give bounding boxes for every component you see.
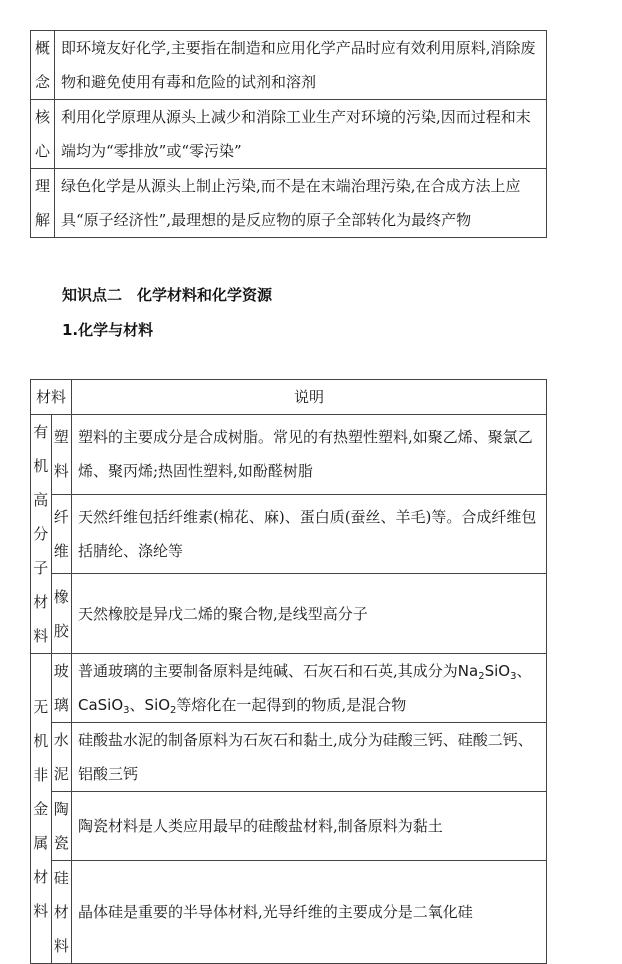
- material-name: 玻璃: [51, 654, 72, 723]
- chemical-formulas: $Na_2SiO_3$、CaSiO$_3$、SiO$_2$: [78, 662, 532, 716]
- section-subtitle: 1.化学与材料: [62, 321, 154, 339]
- material-name: 纤维: [51, 494, 72, 574]
- material-name: 塑料: [51, 415, 72, 495]
- table-row: [31, 494, 547, 574]
- table-row: [31, 861, 547, 964]
- material-name: 橡胶: [51, 574, 72, 654]
- table-row: [31, 723, 547, 792]
- row-head: 理解: [31, 169, 55, 238]
- material-text-glass: [72, 654, 547, 723]
- material-text: 天然纤维包括纤维素(棉花、麻)、蛋白质(蚕丝、羊毛)等。合成纤维包括腈纶、涤纶等: [72, 494, 547, 574]
- material-text: 陶瓷材料是人类应用最早的硅酸盐材料,制备原料为黏土: [72, 792, 547, 861]
- glass-text-before: 普通玻璃的主要制备原料是纯碱、石灰石和石英,其成分为: [78, 662, 458, 680]
- table-row: [31, 31, 547, 100]
- material-text: 晶体硅是重要的半导体材料,光导纤维的主要成分是二氧化硅: [72, 861, 547, 964]
- table-header-row: [31, 380, 547, 415]
- table-row: [31, 169, 547, 238]
- green-chemistry-table: [30, 30, 547, 238]
- glass-text-after: 等熔化在一起得到的物质,是混合物: [176, 696, 407, 714]
- row-text: 绿色化学是从源头上制止污染,而不是在末端治理污染,在合成方法上应具“原子经济性”,最理想的是反应物的原子全部转化为最终产物: [55, 169, 547, 238]
- section-title: 知识点二 化学材料和化学资源: [62, 286, 273, 304]
- row-head: 核心: [31, 100, 55, 169]
- table-row: [31, 415, 547, 495]
- table-row: [31, 100, 547, 169]
- header-material: 材料: [31, 380, 72, 415]
- material-name: 水泥: [51, 723, 72, 792]
- table-row: [31, 574, 547, 654]
- table-row: [31, 792, 547, 861]
- table-row: [31, 654, 547, 723]
- header-description: 说明: [72, 380, 547, 415]
- category-inorganic: 无机非金属材料: [31, 654, 52, 964]
- materials-table: [30, 379, 547, 964]
- material-name: 硅材料: [51, 861, 72, 964]
- material-text: 天然橡胶是异戊二烯的聚合物,是线型高分子: [72, 574, 547, 654]
- material-text: 硅酸盐水泥的制备原料为石灰石和黏土,成分为硅酸三钙、硅酸二钙、铝酸三钙: [72, 723, 547, 792]
- category-organic: 有机高分子材料: [31, 415, 52, 654]
- material-text: 塑料的主要成分是合成树脂。常见的有热塑性塑料,如聚乙烯、聚氯乙烯、聚丙烯;热固性塑料,如酚醛树脂: [72, 415, 547, 495]
- row-text: 利用化学原理从源头上减少和消除工业生产对环境的污染,因而过程和末端均为“零排放”或“零污染”: [55, 100, 547, 169]
- row-head: 概念: [31, 31, 55, 100]
- row-text: 即环境友好化学,主要指在制造和应用化学产品时应有效利用原料,消除废物和避免使用有毒和危险的试剂和溶剂: [55, 31, 547, 100]
- material-name: 陶瓷: [51, 792, 72, 861]
